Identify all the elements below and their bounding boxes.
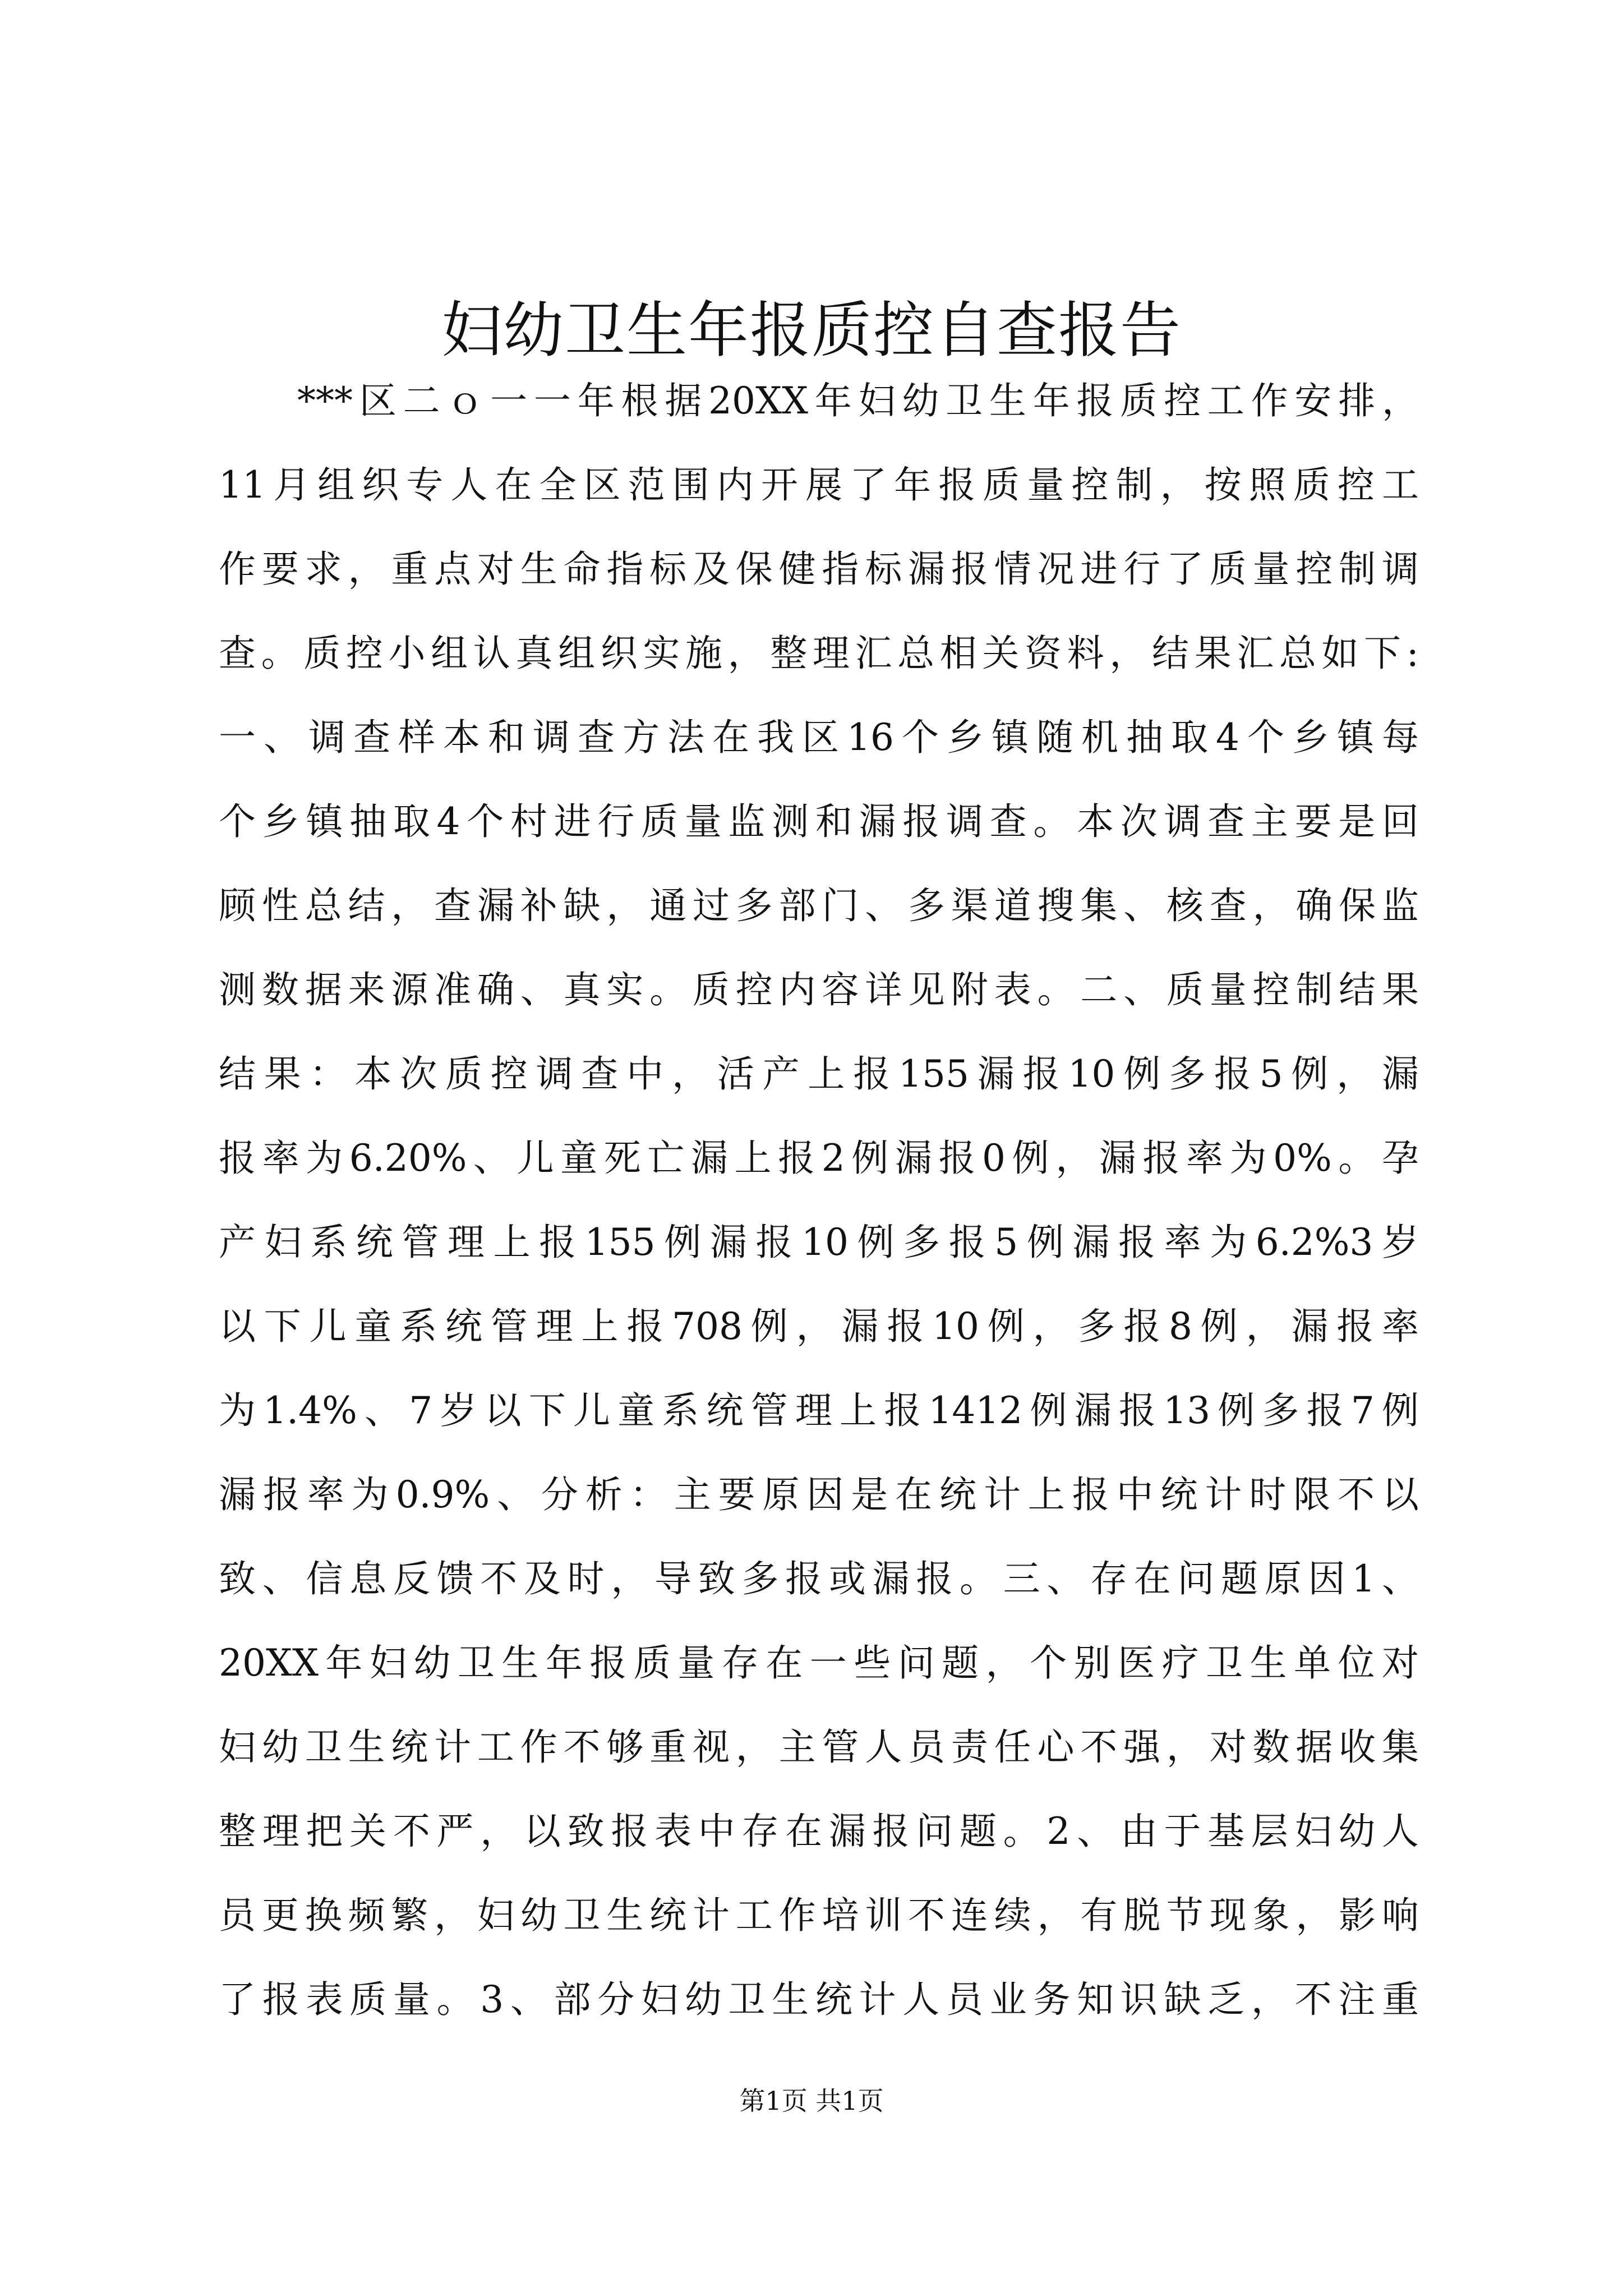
body-line: 报率为6.20%、儿童死亡漏上报2例漏报0例，漏报率为0%。孕 — [219, 1137, 1419, 1180]
body-line: 测数据来源准确、真实。质控内容详见附表。二、质量控制结果 — [219, 968, 1419, 1011]
body-line: 作要求，重点对生命指标及保健指标漏报情况进行了质量控制调 — [219, 547, 1419, 591]
body-line: 查。质控小组认真组织实施，整理汇总相关资料，结果汇总如下: — [219, 632, 1419, 675]
body-line: 个乡镇抽取4个村进行质量监测和漏报调查。本次调查主要是回 — [219, 800, 1419, 843]
body-line: 顾性总结，查漏补缺，通过多部门、多渠道搜集、核查，确保监 — [219, 884, 1419, 927]
document-title: 妇幼卫生年报质控自查报告 — [441, 296, 1182, 366]
body-line: 了报表质量。3、部分妇幼卫生统计人员业务知识缺乏，不注重 — [219, 1978, 1419, 2021]
body-line: ***区二ｏ一一年根据20XX年妇幼卫生年报质控工作安排， — [297, 379, 1419, 422]
body-line: 以下儿童系统管理上报708例，漏报10例，多报8例，漏报率 — [219, 1305, 1419, 1348]
body-line: 员更换频繁，妇幼卫生统计工作培训不连续，有脱节现象，影响 — [219, 1894, 1419, 1937]
body-line: 漏报率为0.9%、分析：主要原因是在统计上报中统计时限不以 — [219, 1473, 1419, 1516]
body-line: 11月组织专人在全区范围内开展了年报质量控制，按照质控工 — [219, 463, 1419, 507]
body-line: 致、信息反馈不及时，导致多报或漏报。三、存在问题原因1、 — [219, 1557, 1419, 1600]
body-line: 结果：本次质控调查中，活产上报155漏报10例多报5例，漏 — [219, 1052, 1419, 1096]
page-footer: 第1页 共1页 — [739, 2086, 884, 2116]
body-line: 产妇系统管理上报155例漏报10例多报5例漏报率为6.2%3岁 — [219, 1221, 1419, 1264]
body-line: 一、调查样本和调查方法在我区16个乡镇随机抽取4个乡镇每 — [219, 716, 1419, 759]
body-line: 妇幼卫生统计工作不够重视，主管人员责任心不强，对数据收集 — [219, 1726, 1419, 1769]
body-line: 整理把关不严，以致报表中存在漏报问题。2、由于基层妇幼人 — [219, 1810, 1419, 1853]
body-line: 20XX年妇幼卫生年报质量存在一些问题，个别医疗卫生单位对 — [219, 1641, 1419, 1685]
document-body — [219, 359, 1419, 2042]
body-line: 为1.4%、7岁以下儿童系统管理上报1412例漏报13例多报7例 — [219, 1389, 1419, 1432]
